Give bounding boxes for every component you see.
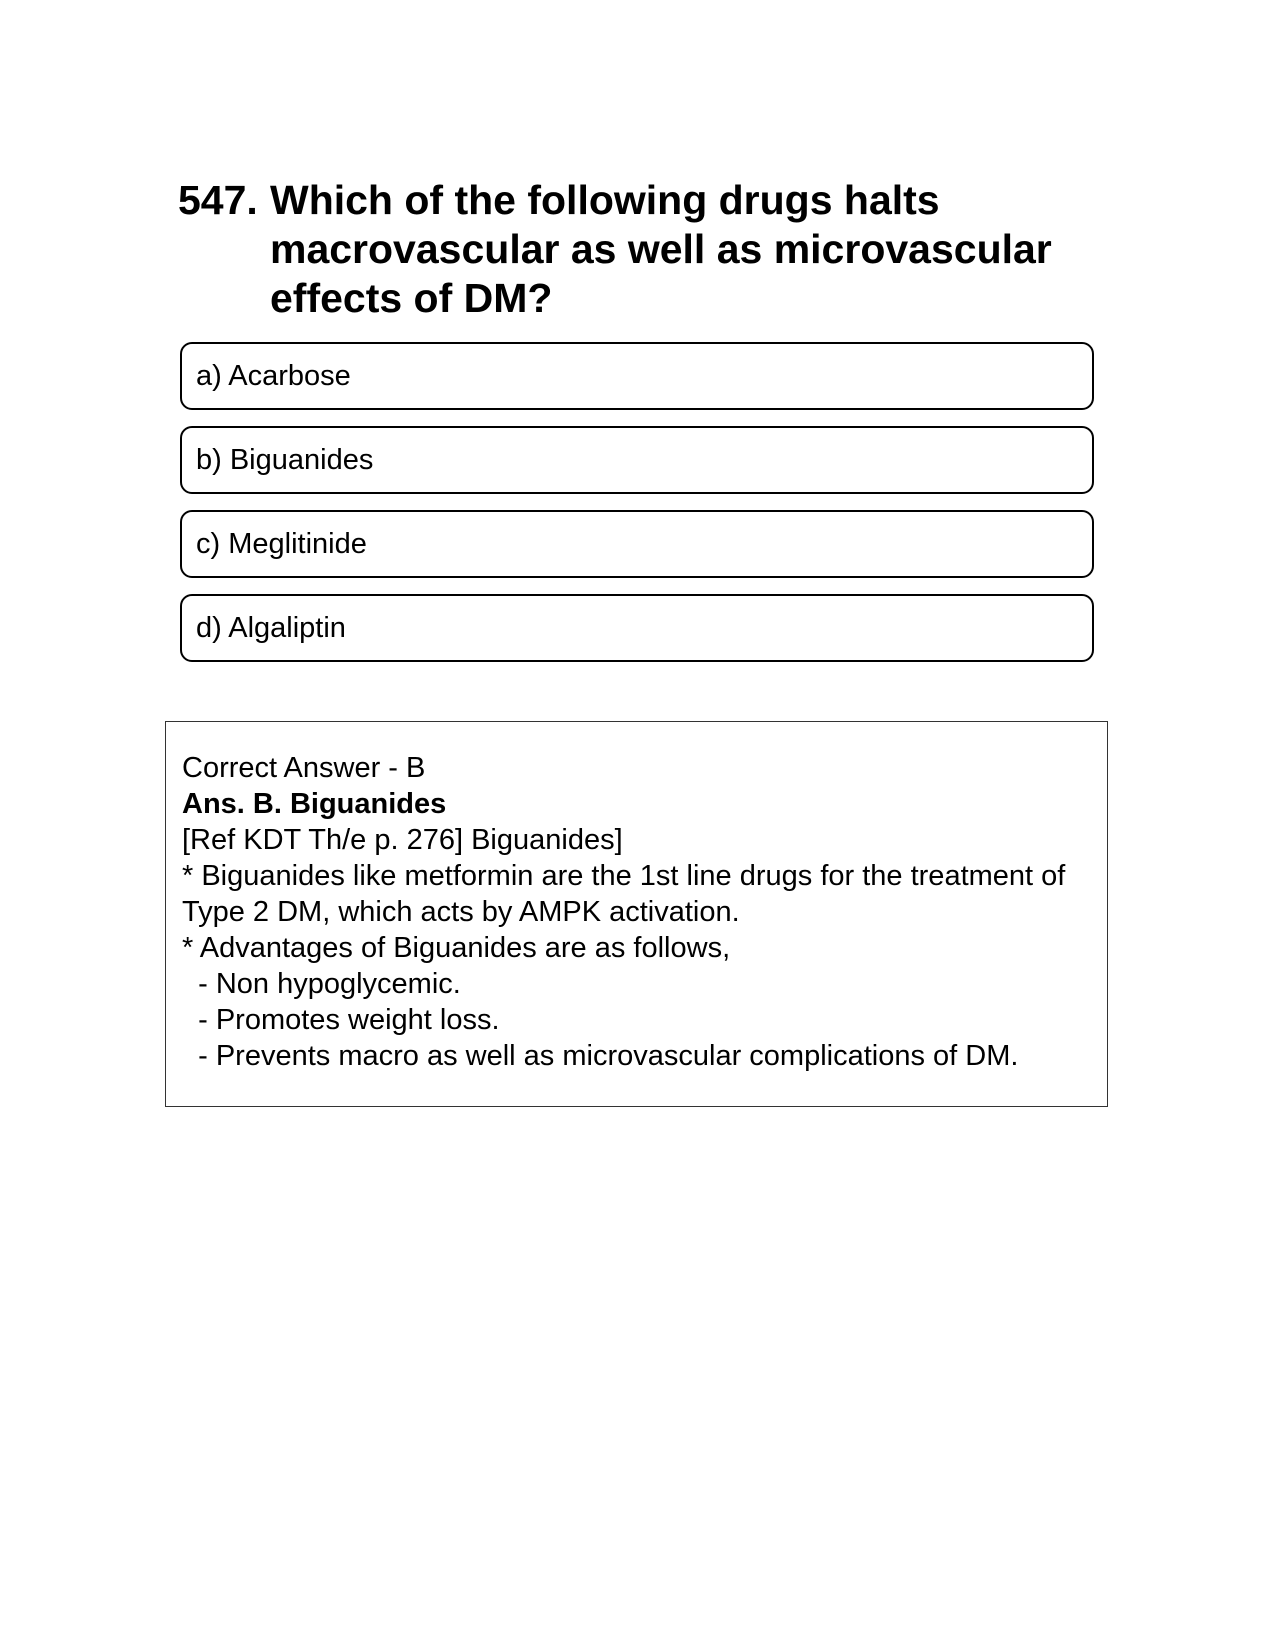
correct-answer: Correct Answer - B xyxy=(182,752,426,784)
option-c[interactable]: c) Meglitinide xyxy=(180,510,1094,578)
answer-point-1: * Biguanides like metformin are the 1st line drugs for the treatment of Type 2 DM, which acts by AMPK activation. xyxy=(182,860,1073,928)
option-b[interactable]: b) Biguanides xyxy=(180,426,1094,494)
question-number: 547. xyxy=(178,177,258,223)
option-d[interactable]: d) Algaliptin xyxy=(180,594,1094,662)
answer-subpoint-2: - Promotes weight loss. xyxy=(182,1004,500,1036)
answer-explanation-box xyxy=(165,721,1108,1107)
option-a[interactable]: a) Acarbose xyxy=(180,342,1094,410)
answer-point-2: * Advantages of Biguanides are as follows, xyxy=(182,932,731,964)
question xyxy=(178,176,1098,323)
options-list xyxy=(180,342,1094,678)
question-text: Which of the following drugs halts macrovascular as well as microvascular effects of DM? xyxy=(270,177,1052,321)
answer-title: Ans. B. Biguanides xyxy=(182,788,447,820)
answer-reference: [Ref KDT Th/e p. 276] Biguanides] xyxy=(182,824,623,856)
answer-subpoint-1: - Non hypoglycemic. xyxy=(182,968,461,1000)
answer-subpoint-3: - Prevents macro as well as microvascular complications of DM. xyxy=(182,1040,1019,1072)
